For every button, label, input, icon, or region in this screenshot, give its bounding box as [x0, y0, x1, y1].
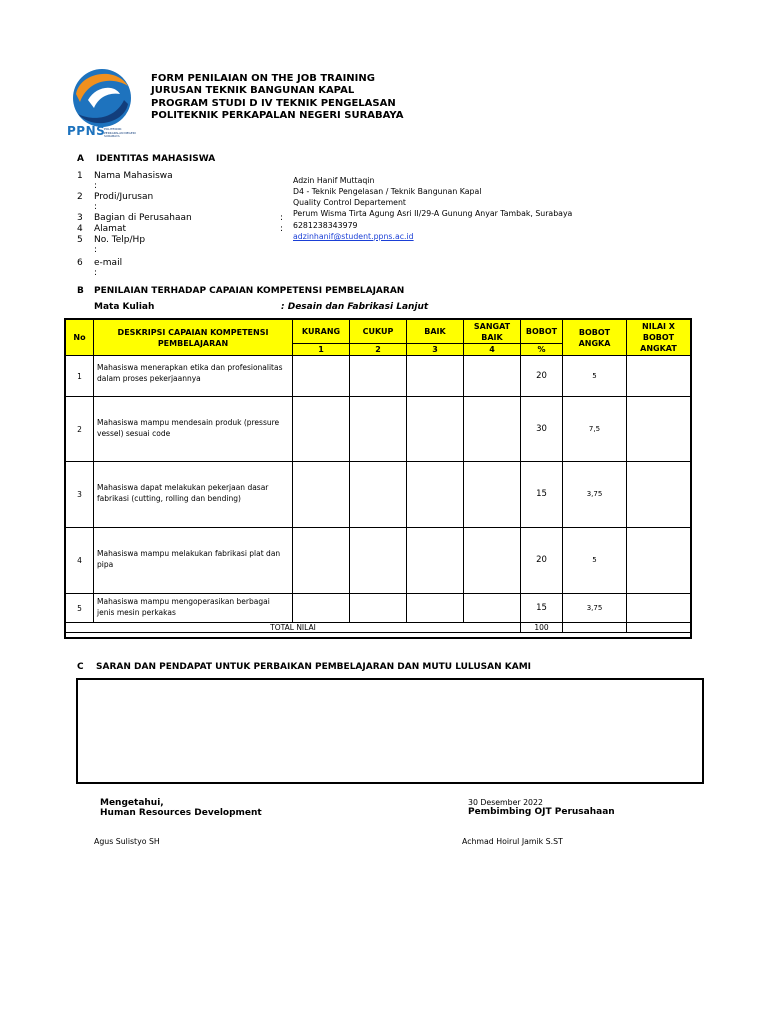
header-nilai-x-bobot: NILAI X BOBOT ANGKAT [627, 320, 691, 356]
cell-sangat-baik[interactable] [464, 528, 521, 594]
value-nama: Adzin Hanif Muttaqin [293, 176, 375, 185]
field-colon-4: : [280, 224, 284, 234]
header-line-1: FORM PENILAIAN ON THE JOB TRAINING [151, 73, 375, 84]
row-bobot: 20 [521, 528, 563, 594]
cell-nilai[interactable] [627, 356, 691, 397]
cell-nilai[interactable] [627, 462, 691, 528]
sign-right-name: Achmad Hoirul Jamik S.ST [462, 837, 563, 846]
field-colon-3: : [280, 213, 284, 223]
cell-baik[interactable] [407, 397, 464, 462]
row-bobot: 15 [521, 462, 563, 528]
header-line-4: POLITEKNIK PERKAPALAN NEGERI SURABAYA [151, 110, 404, 121]
cell-kurang[interactable] [293, 462, 350, 528]
header-line-2: JURUSAN TEKNIK BANGUNAN KAPAL [151, 85, 355, 96]
row-bobot-angka: 3,75 [563, 462, 627, 528]
total-bobot: 100 [521, 623, 563, 633]
sign-left-line1: Mengetahui, [100, 798, 164, 808]
value-bagian: Quality Control Departement [293, 198, 406, 207]
table-total-row [66, 623, 691, 633]
value-telp: 6281238343979 [293, 221, 358, 230]
field-label-email: e-mail [94, 258, 123, 268]
row-bobot-angka: 5 [563, 356, 627, 397]
mata-kuliah-value: : Desain dan Fabrikasi Lanjut [281, 302, 429, 312]
total-label: TOTAL NILAI [66, 623, 521, 633]
cell-cukup[interactable] [350, 462, 407, 528]
cell-sangat-baik[interactable] [464, 594, 521, 623]
field-no-1: 1 [77, 171, 83, 181]
cell-cukup[interactable] [350, 594, 407, 623]
cell-kurang[interactable] [293, 397, 350, 462]
field-colon-5: : [94, 245, 98, 255]
row-no: 1 [66, 356, 94, 397]
field-no-5: 5 [77, 235, 83, 245]
header-baik: BAIK [407, 320, 464, 344]
cell-cukup[interactable] [350, 356, 407, 397]
field-no-4: 4 [77, 224, 83, 234]
field-label-bagian: Bagian di Perusahaan [94, 213, 192, 223]
ppns-logo-text: PPNS [67, 124, 106, 138]
field-colon-2: : [94, 202, 98, 212]
assessment-table [65, 319, 691, 633]
sign-right-line2: Pembimbing OJT Perusahaan [468, 807, 615, 817]
table-row [66, 528, 691, 594]
field-colon-1: : [94, 181, 98, 191]
ppns-logo-subtext: POLITEKNIK PERKAPALAN NEGERI SURABAYA [104, 127, 136, 138]
row-bobot: 30 [521, 397, 563, 462]
header-deskripsi: DESKRIPSI CAPAIAN KOMPETENSI PEMBELAJARAN [94, 320, 293, 356]
sign-date: 30 Desember 2022 [468, 798, 543, 807]
field-colon-6: : [94, 268, 98, 278]
cell-sangat-baik[interactable] [464, 462, 521, 528]
cell-baik[interactable] [407, 462, 464, 528]
cell-sangat-baik[interactable] [464, 397, 521, 462]
section-a-title: IDENTITAS MAHASISWA [96, 154, 216, 164]
row-description-text: Mahasiswa mampu mendesain produk (pressure vessel) sesuai code [97, 418, 280, 438]
row-bobot: 15 [521, 594, 563, 623]
cell-nilai[interactable] [627, 528, 691, 594]
sign-left-line2: Human Resources Development [100, 808, 262, 818]
row-no: 4 [66, 528, 94, 594]
value-alamat: Perum Wisma Tirta Agung Asri II/29-A Gunung Anyar Tambak, Surabaya [293, 209, 573, 218]
cell-nilai[interactable] [627, 397, 691, 462]
cell-baik[interactable] [407, 356, 464, 397]
row-bobot: 20 [521, 356, 563, 397]
row-no: 3 [66, 462, 94, 528]
row-bobot-angka: 3,75 [563, 594, 627, 623]
row-description: Mahasiswa menerapkan etika dan profesionalitas dalam proses pekerjaannya [94, 356, 293, 397]
header-sangat-baik: SANGAT BAIK [464, 320, 521, 344]
table-row [66, 594, 691, 623]
scale-cukup: 2 [350, 344, 407, 356]
scale-bobot: % [521, 344, 563, 356]
section-a-letter: A [77, 154, 84, 164]
field-label-telp: No. Telp/Hp [94, 235, 146, 245]
row-no: 2 [66, 397, 94, 462]
total-bobot-angka [563, 623, 627, 633]
cell-nilai[interactable] [627, 594, 691, 623]
row-bobot-angka: 5 [563, 528, 627, 594]
saran-textarea[interactable] [76, 678, 704, 784]
row-no: 5 [66, 594, 94, 623]
scale-kurang: 1 [293, 344, 350, 356]
cell-kurang[interactable] [293, 594, 350, 623]
field-label-prodi: Prodi/Jurusan [94, 192, 154, 202]
row-description [94, 397, 293, 462]
row-bobot-angka: 7,5 [563, 397, 627, 462]
value-prodi: D4 - Teknik Pengelasan / Teknik Bangunan Kapal [293, 187, 482, 196]
table-row [66, 397, 691, 462]
cell-cukup[interactable] [350, 528, 407, 594]
row-description: Mahasiswa dapat melakukan pekerjaan dasar fabrikasi (cutting, rolling dan bending) [94, 462, 293, 528]
header-bobot-angka: BOBOT ANGKA [563, 320, 627, 356]
section-b-letter: B [77, 286, 84, 296]
ppns-logo [66, 64, 138, 144]
section-c-title: SARAN DAN PENDAPAT UNTUK PERBAIKAN PEMBELAJARAN DAN MUTU LULUSAN KAMI [96, 662, 532, 672]
row-description: Mahasiswa mampu mengoperasikan berbagai jenis mesin perkakas [94, 594, 293, 623]
cell-kurang[interactable] [293, 356, 350, 397]
header-line-3: PROGRAM STUDI D IV TEKNIK PENGELASAN [151, 98, 396, 109]
total-nilai[interactable] [627, 623, 691, 633]
value-email-link[interactable]: adzinhanif@student.ppns.ac.id [293, 232, 414, 241]
cell-cukup[interactable] [350, 397, 407, 462]
header-kurang: KURANG [293, 320, 350, 344]
section-c-letter: C [77, 662, 84, 672]
header-bobot: BOBOT [521, 320, 563, 344]
field-label-nama: Nama Mahasiswa [94, 171, 173, 181]
table-row [66, 356, 691, 397]
field-no-6: 6 [77, 258, 83, 268]
table-row [66, 462, 691, 528]
sign-left-name: Agus Sulistyo SH [94, 837, 160, 846]
cell-baik[interactable] [407, 528, 464, 594]
header-no: No [66, 320, 94, 356]
row-description: Mahasiswa mampu melakukan fabrikasi plat dan pipa [94, 528, 293, 594]
scale-sangat-baik: 4 [464, 344, 521, 356]
cell-sangat-baik[interactable] [464, 356, 521, 397]
field-label-alamat: Alamat [94, 224, 126, 234]
cell-baik[interactable] [407, 594, 464, 623]
section-b-title: PENILAIAN TERHADAP CAPAIAN KOMPETENSI PEMBELAJARAN [94, 286, 405, 296]
field-no-2: 2 [77, 192, 83, 202]
table-header-row [66, 320, 691, 344]
mata-kuliah-label: Mata Kuliah [94, 302, 155, 312]
scale-baik: 3 [407, 344, 464, 356]
cell-kurang[interactable] [293, 528, 350, 594]
field-no-3: 3 [77, 213, 83, 223]
header-cukup: CUKUP [350, 320, 407, 344]
